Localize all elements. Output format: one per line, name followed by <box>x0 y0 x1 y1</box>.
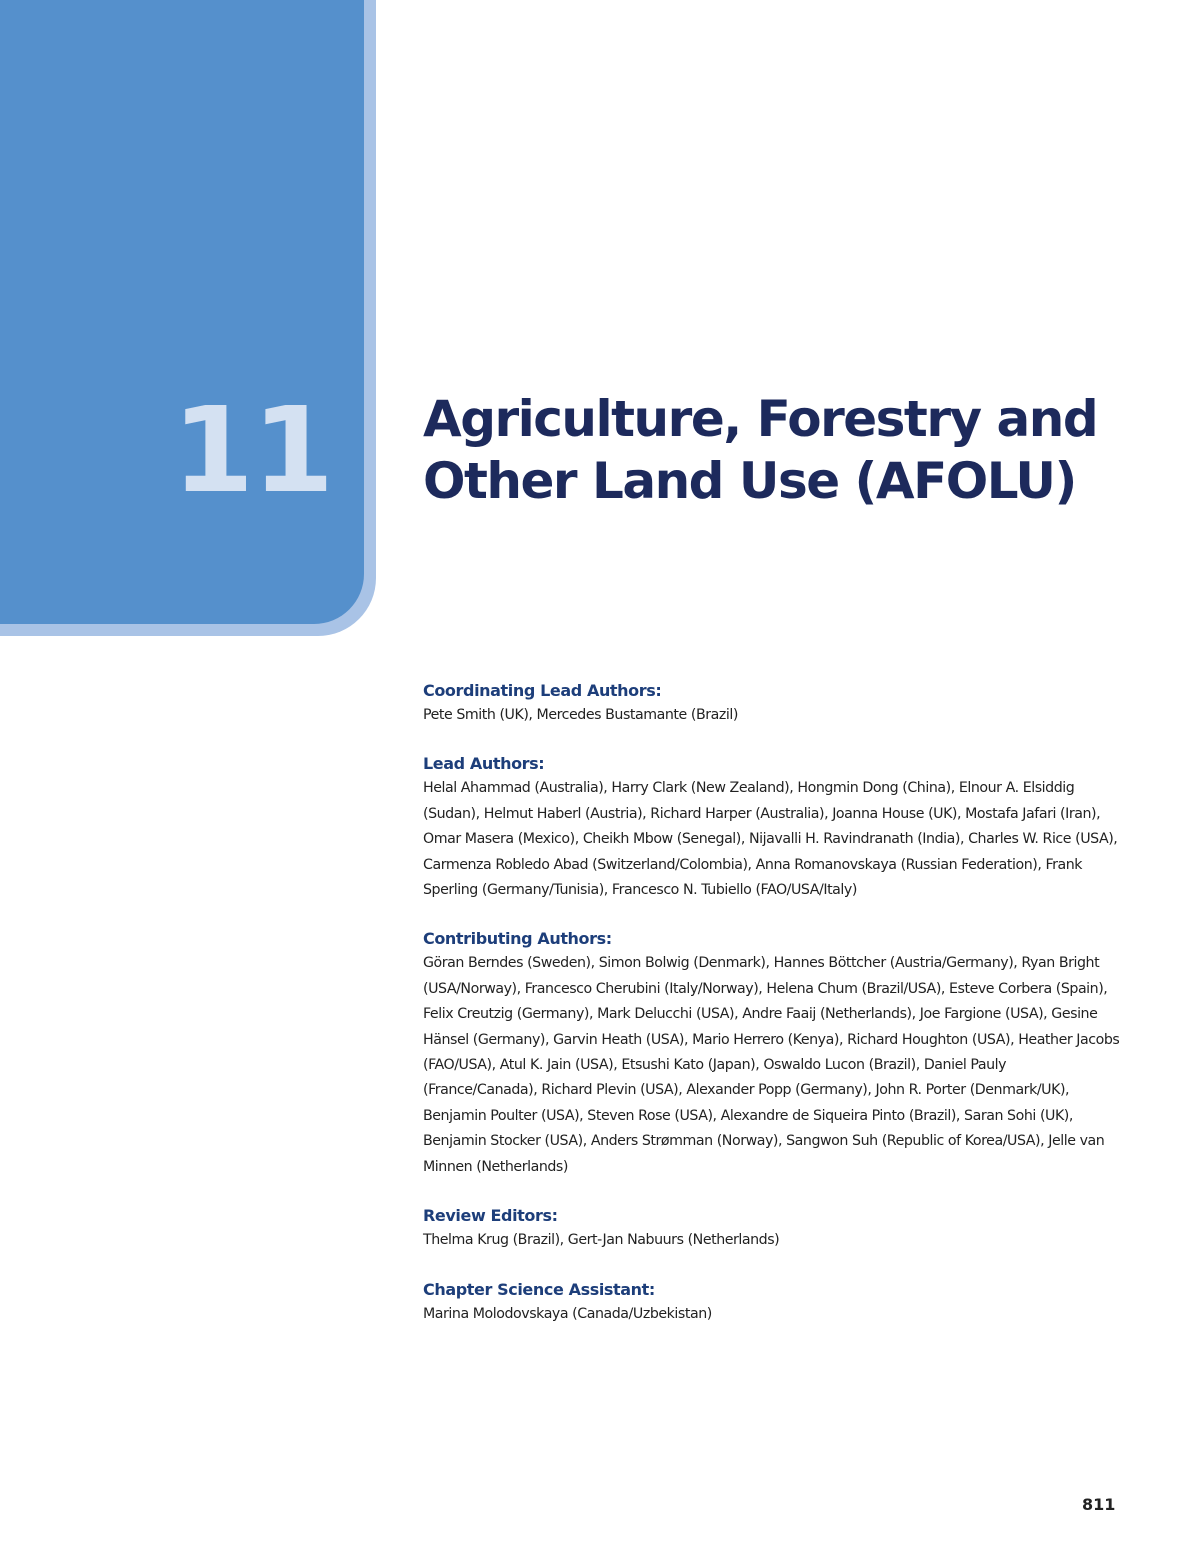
chapter-tab <box>0 0 364 624</box>
section-names: Thelma Krug (Brazil), Gert-Jan Nabuurs (Netherlands) <box>423 1232 780 1249</box>
section-heading: Contributing Authors: <box>423 929 612 949</box>
review-editors-section <box>423 1203 1123 1253</box>
section-heading: Chapter Science Assistant: <box>423 1279 655 1299</box>
chapter-title: Agriculture, Forestry and Other Land Use (AFOLU) <box>423 390 1098 510</box>
author-list <box>423 678 1123 1350</box>
section-heading: Coordinating Lead Authors: <box>423 681 662 700</box>
section-heading: Lead Authors: <box>423 754 545 774</box>
section-names: Pete Smith (UK), Mercedes Bustamante (Brazil) <box>423 707 738 723</box>
section-heading: Review Editors: <box>423 1206 558 1226</box>
section-names: Marina Molodovskaya (Canada/Uzbekistan) <box>423 1305 712 1322</box>
contributing-authors-section <box>423 926 1123 1180</box>
section-names: Göran Berndes (Sweden), Simon Bolwig (Denmark), Hannes Böttcher (Austria/Germany), Ryan Bright (USA/Norway), Francesco Cherubini (Italy/Norway), Helena Chum (Brazil/USA), Esteve Corbera (Spain), Felix Creutzig (Germany), Mark Delucchi (USA), Andre Faaij (Netherlands), Joe Fargione (USA), Gesine Hänsel (Germany), Garvin Heath (USA), Mario Herrero (Kenya), Richard Houghton (USA), Heather Jacobs (FAO/USA), Atul K. Jain (USA), Etsushi Kato (Japan), Oswaldo Lucon (Brazil), Daniel Pauly (France/Canada), Richard Plevin (USA), Alexander Popp (Germany), John R. Porter (Denmark/UK), Benjamin Poulter (USA), Steven Rose (USA), Alexandre de Siqueira Pinto (Brazil), Saran Sohi (UK), Benjamin Stocker (USA), Anders Strømman (Norway), Sangwon Suh (Republic of Korea/USA), Jelle van Minnen (Netherlands) <box>423 955 1120 1175</box>
section-names: Helal Ahammad (Australia), Harry Clark (New Zealand), Hongmin Dong (China), Elnour A. Elsiddig (Sudan), Helmut Haberl (Austria), Richard Harper (Australia), Joanna House (UK), Mostafa Jafari (Iran), Omar Masera (Mexico), Cheikh Mbow (Senegal), Nijavalli H. Ravindranath (India), Charles W. Rice (USA), Carmenza Robledo Abad (Switzerland/Colombia), Anna Romanovskaya (Russian Federation), Frank Sperling (Germany/Tunisia), Francesco N. Tubiello (FAO/USA/Italy) <box>423 780 1118 899</box>
lead-authors-section <box>423 751 1123 903</box>
coordinating-lead-authors-section <box>423 678 1123 728</box>
page-number: 811 <box>1082 1495 1116 1514</box>
chapter-number: 11 <box>172 381 333 519</box>
chapter-science-assistant-section <box>423 1277 1123 1327</box>
